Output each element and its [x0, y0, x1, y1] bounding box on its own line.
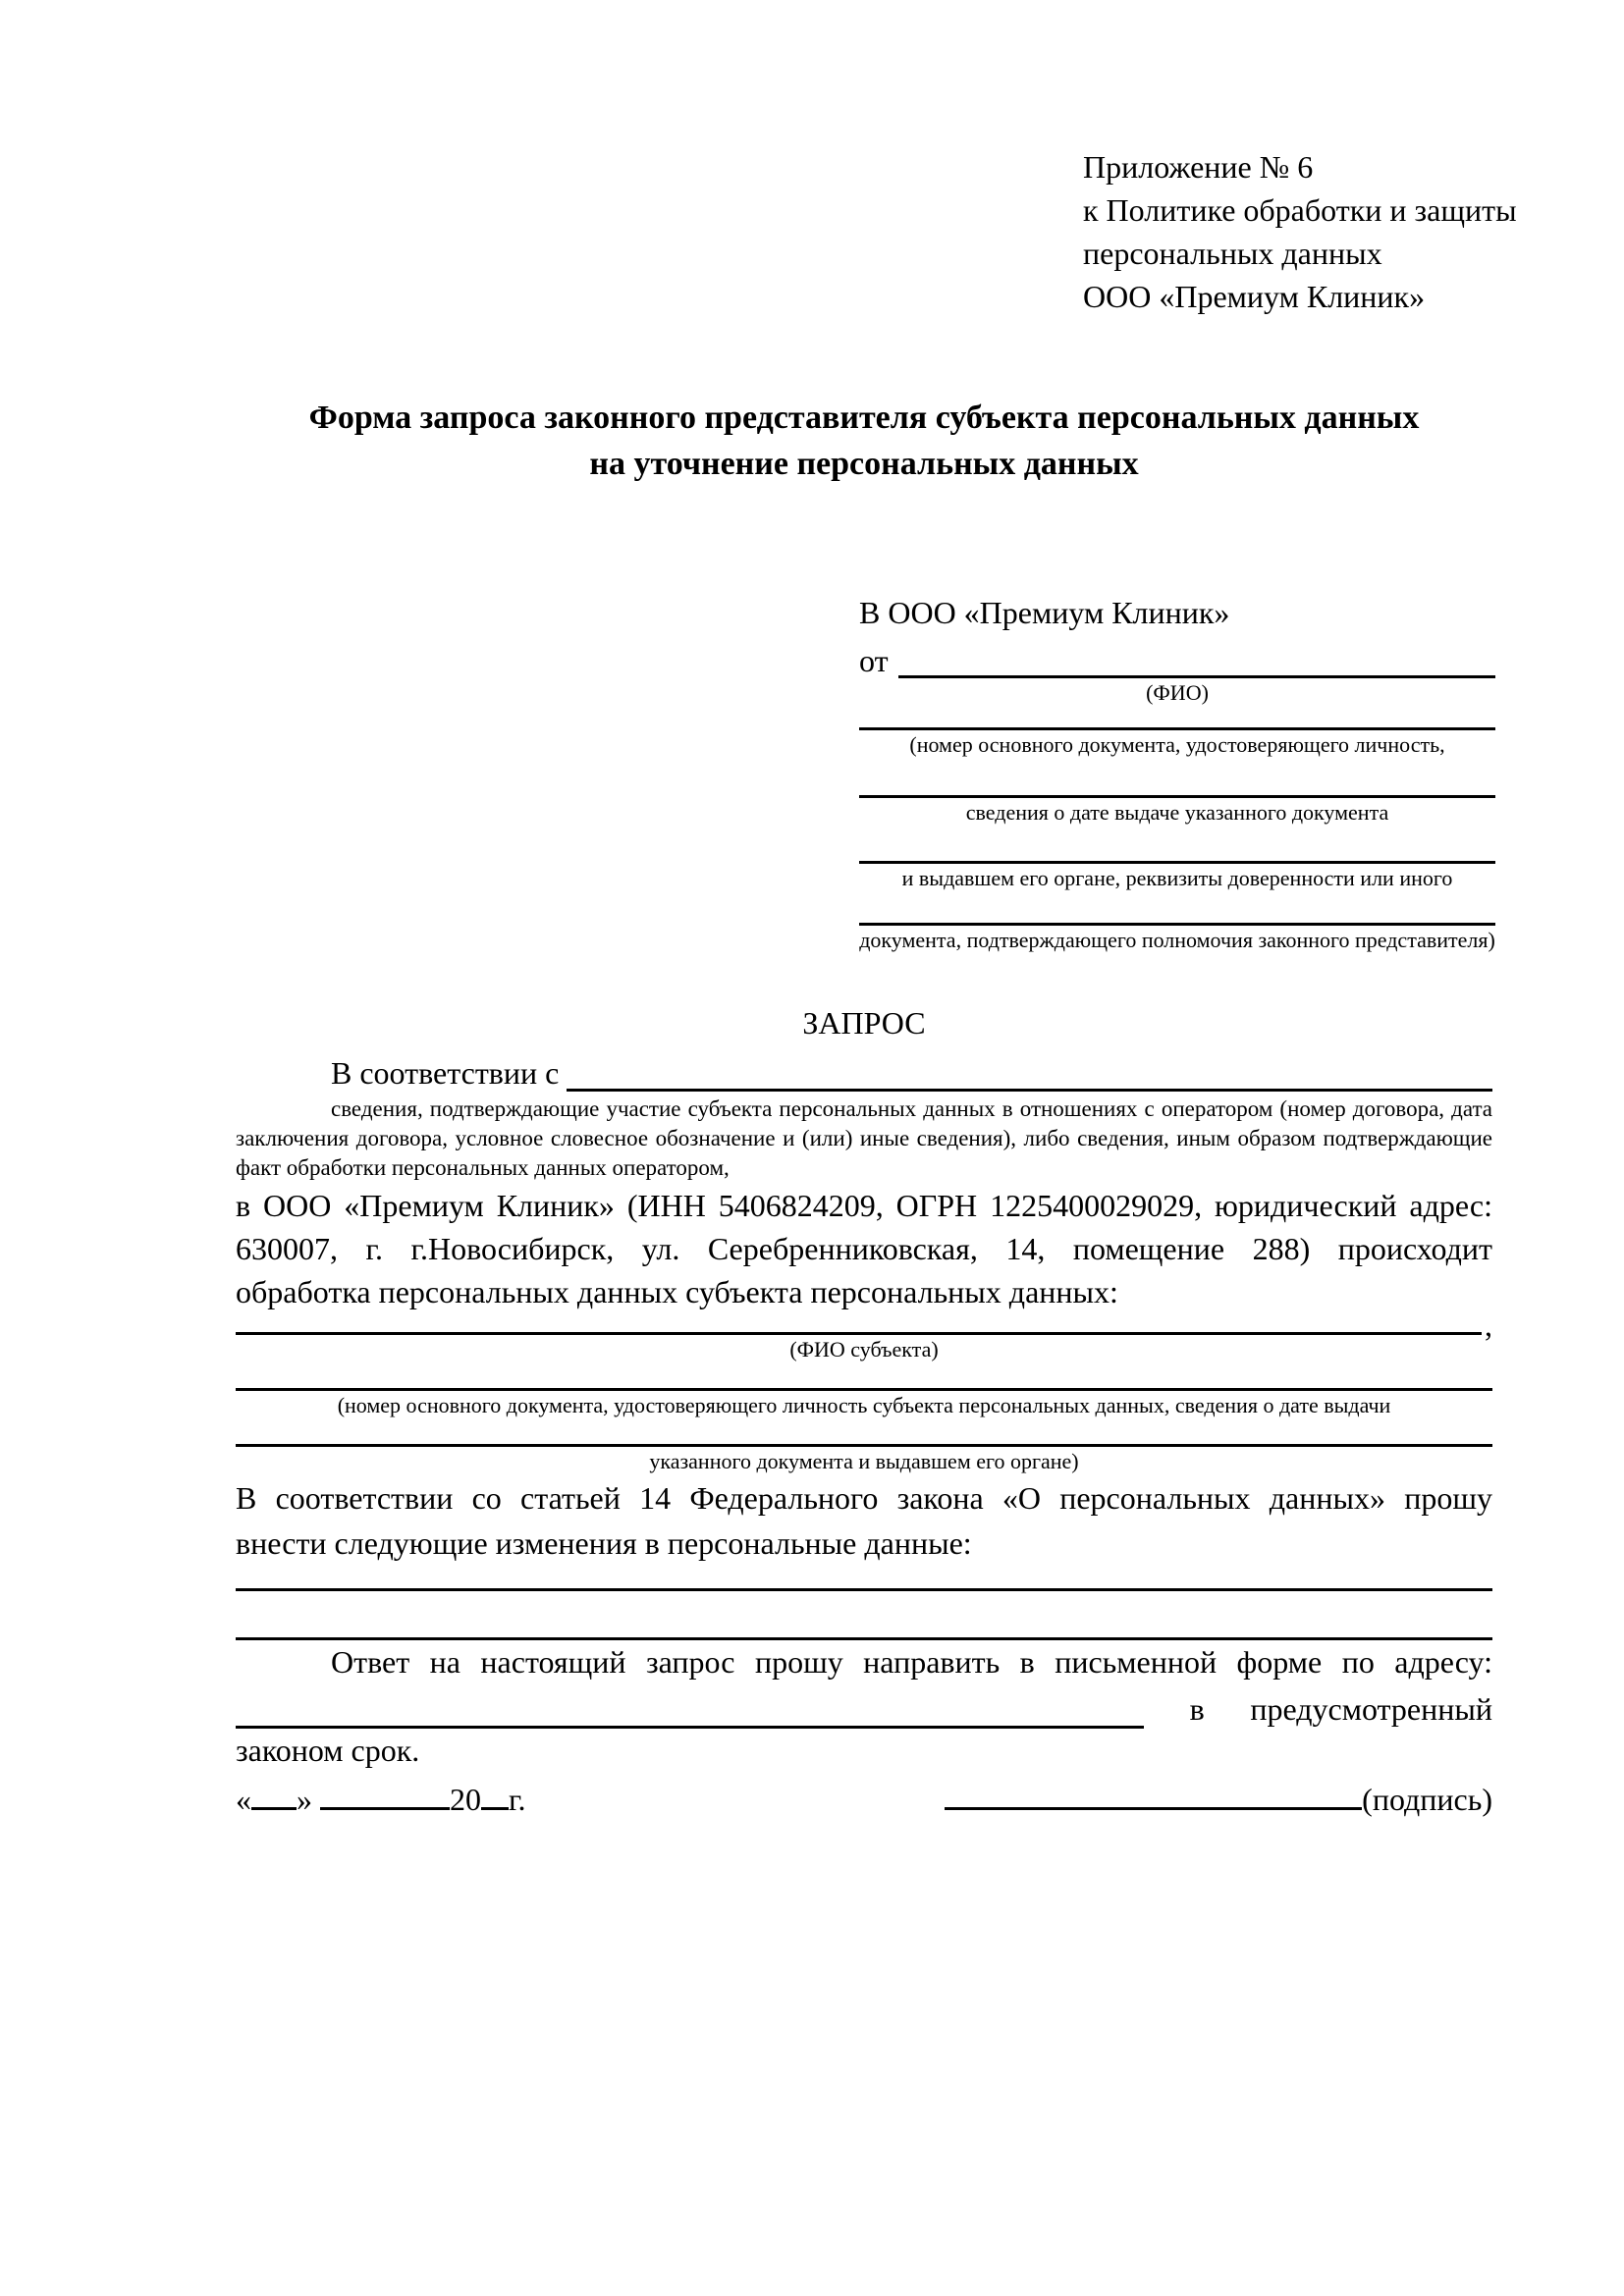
quote-close: »: [297, 1782, 312, 1817]
field-caption-subject-fio: (ФИО субъекта): [789, 1337, 939, 1362]
appendix-header-line: к Политике обработки и защиты: [1083, 192, 1517, 228]
addressee-organization: В ООО «Премиум Клиник»: [859, 595, 1230, 630]
field-caption: сведения о дате выдаче указанного документа: [965, 800, 1389, 825]
basis-input-line[interactable]: [567, 1089, 1492, 1092]
from-label: от: [859, 643, 889, 678]
basis-row: [236, 1048, 1492, 1092]
operator-paragraph: [236, 1184, 1492, 1313]
representative-fio-input-line[interactable]: [898, 675, 1495, 678]
reply-word: предусмотренный: [1250, 1691, 1492, 1727]
operator-info-line: в ООО «Премиум Клиник» (ИНН 5406824209, ОГРН 1225400029029, юридический адрес:: [236, 1188, 1492, 1223]
changes-input-line[interactable]: [236, 1591, 1492, 1640]
date-day-input-line[interactable]: [251, 1779, 297, 1810]
quote-open: «: [236, 1782, 251, 1817]
signature-group: [945, 1779, 1492, 1819]
changes-input-line[interactable]: [236, 1566, 1492, 1591]
signature-caption: (подпись): [1362, 1782, 1492, 1817]
year-prefix: 20: [450, 1782, 481, 1817]
request-body: [236, 1048, 1492, 1772]
addressee-block: [859, 592, 1495, 952]
footer-row: [236, 1779, 1492, 1819]
operator-info-line: 630007, г. г.Новосибирск, ул. Серебренниковская, 14, помещение 288) происходит: [236, 1231, 1492, 1266]
from-row: [859, 633, 1495, 678]
form-title-line: Форма запроса законного представителя субъекта персональных данных: [308, 400, 1420, 436]
subject-fio-input-line[interactable]: [236, 1332, 1482, 1335]
representative-doc-input-line[interactable]: [859, 757, 1495, 798]
form-title-line: на уточнение персональных данных: [589, 446, 1139, 482]
reply-word: в: [1189, 1691, 1205, 1727]
year-suffix: г.: [509, 1782, 526, 1817]
signature-input-line[interactable]: [945, 1779, 1362, 1810]
law-paragraph: [236, 1475, 1492, 1566]
date-year-input-line[interactable]: [481, 1779, 509, 1810]
reply-address-row: [236, 1683, 1492, 1729]
law-reference-line: внести следующие изменения в персональные данные:: [236, 1525, 972, 1561]
field-caption: (номер основного документа, удостоверяющего личность субъекта персональных данных, сведения о дате выдачи: [337, 1393, 1391, 1417]
operator-info-line: обработка персональных данных субъекта персональных данных:: [236, 1274, 1118, 1309]
appendix-header-line: Приложение № 6: [1083, 149, 1314, 185]
field-caption-fio: (ФИО): [1146, 680, 1209, 705]
request-heading: ЗАПРОС: [802, 1005, 926, 1041]
date-group: [236, 1779, 526, 1819]
field-caption: документа, подтверждающего полномочия законного представителя): [859, 928, 1495, 952]
form-title: [236, 395, 1492, 487]
appendix-header-line: ООО «Премиум Клиник»: [1083, 279, 1426, 314]
date-month-input-line[interactable]: [320, 1779, 450, 1810]
comma: ,: [1485, 1308, 1492, 1343]
reply-request-line: Ответ на настоящий запрос прошу направить в письменной форме по адресу:: [331, 1644, 1492, 1680]
subject-doc-input-line[interactable]: [236, 1417, 1492, 1447]
field-caption: указанного документа и выдавшем его органе): [649, 1449, 1079, 1473]
representative-doc-input-line[interactable]: [859, 705, 1495, 730]
subject-doc-input-line[interactable]: [236, 1362, 1492, 1391]
representative-doc-input-line[interactable]: [859, 890, 1495, 926]
reply-request-line: законом срок.: [236, 1733, 420, 1768]
law-reference-line: В соответствии со статьей 14 Федерального закона «О персональных данных» прошу: [236, 1480, 1492, 1516]
subject-fio-row: [236, 1308, 1492, 1343]
representative-doc-input-line[interactable]: [859, 825, 1495, 864]
field-caption: и выдавшем его органе, реквизиты доверенности или иного: [901, 866, 1453, 890]
basis-footnote: сведения, подтверждающие участие субъекта персональных данных в отношениях с оператором (номер договора, дата заключения договора, условное словесное обозначение и (или) иные сведения), либо сведения, иным образом подтверждающие факт обработки персональных данных оператором,: [236, 1096, 1492, 1180]
basis-label: В соответствии с: [331, 1055, 560, 1091]
appendix-header-line: персональных данных: [1083, 236, 1382, 271]
appendix-header: [1083, 145, 1517, 318]
field-caption: (номер основного документа, удостоверяющего личность,: [909, 732, 1445, 757]
